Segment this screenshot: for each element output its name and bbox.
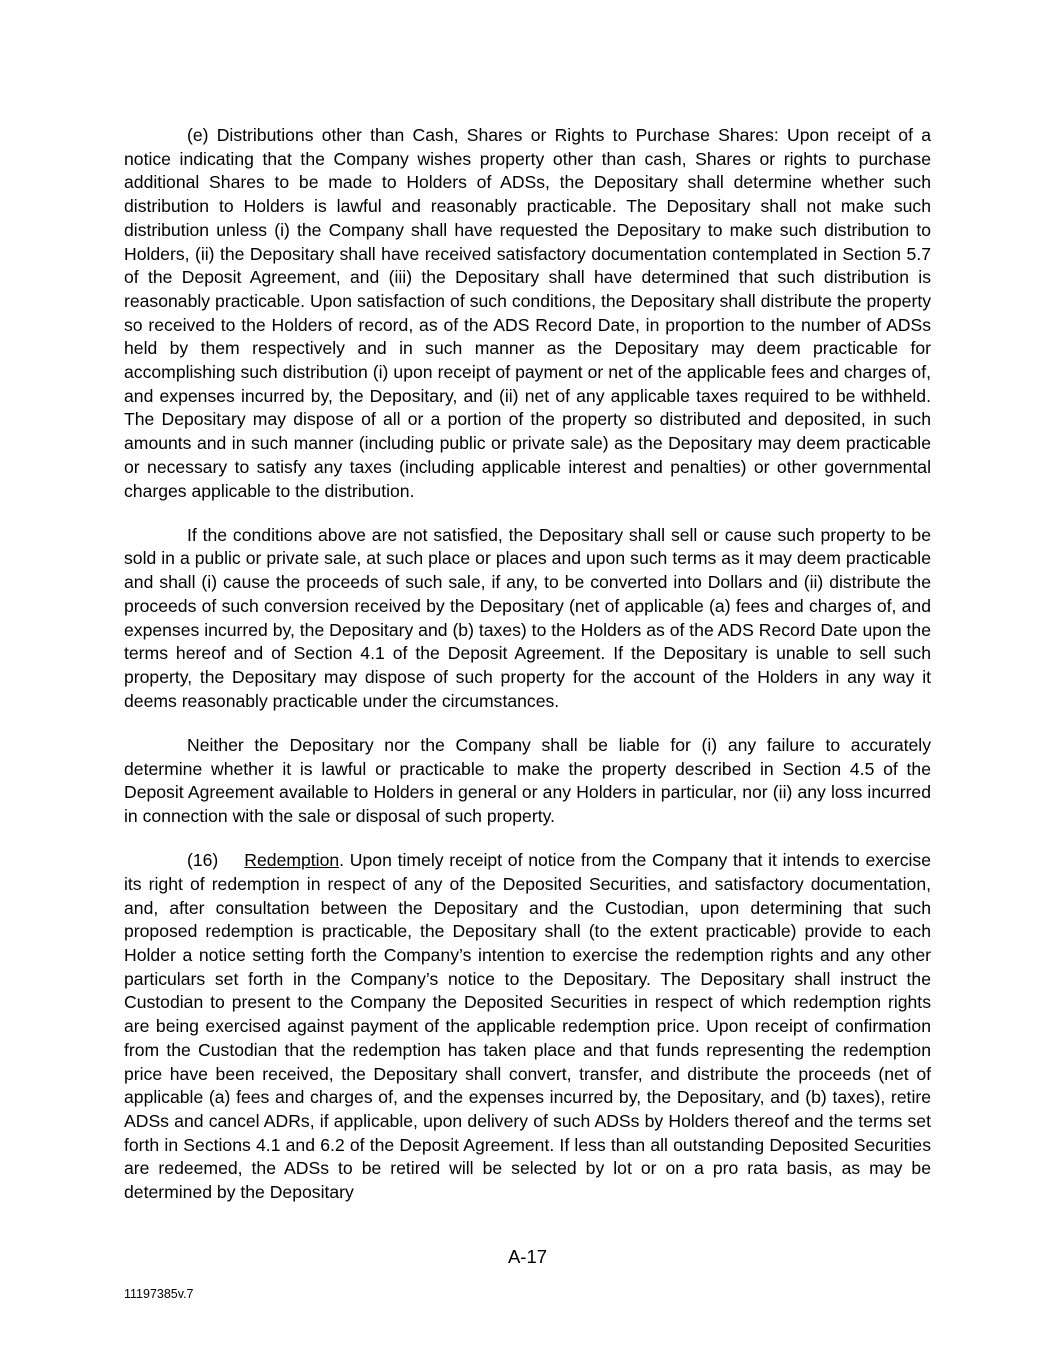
section-number: (16) (187, 850, 219, 871)
section-text-redemption: . Upon timely receipt of notice from the Company that it intends to exercise its right of redemption in respect of any of the Deposited Securities, and satisfactory documentation, and, after consultation between the Depositary and the Custodian, upon determining that such proposed redemption is practicable, the Depositary shall (to the extent practicable) provide to each Holder a notice setting forth the Company’s intention to exercise the redemption rights and any other particulars set forth in the Company’s notice to the Depositary. The Depositary shall instruct the Custodian to present to the Company the Deposited Securities in respect of which redemption rights are being exercised against payment of the applicable redemption price. Upon receipt of confirmation from the Custodian that the redemption has taken place and that funds representing the redemption price have been received, the Depositary shall convert, transfer, and distribute the proceeds (net of applicable (a) fees and charges of, and the expenses incurred by, the Depositary, and (b) taxes), retire ADSs and cancel ADRs, if applicable, upon delivery of such ADSs by Holders thereof and the terms set forth in Sections 4.1 and 6.2 of the Deposit Agreement. If less than all outstanding Deposited Securities are redeemed, the ADSs to be retired will be selected by lot or on a pro rata basis, as may be determined by the Depositary (124, 850, 931, 1203)
paragraph-distributions-other-than-cash: (e) Distributions other than Cash, Shares or Rights to Purchase Shares: Upon receipt of a notice indicating that the Company wishes property other than cash, Shares or rights to purchase additional Shares to be made to Holders of ADSs, the Depositary shall determine whether such distribution to Holders is lawful and reasonably practicable. The Depositary shall not make such distribution unless (i) the Company shall have requested the Depositary to make such distribution to Holders, (ii) the Depositary shall have received satisfactory documentation contemplated in Section 5.7 of the Deposit Agreement, and (iii) the Depositary shall have determined that such distribution is reasonably practicable. Upon satisfaction of such conditions, the Depositary shall distribute the property so received to the Holders of record, as of the ADS Record Date, in proportion to the number of ADSs held by them respectively and in such manner as the Depositary may deem practicable for accomplishing such distribution (i) upon receipt of payment or net of the applicable fees and charges of, and expenses incurred by, the Depositary, and (ii) net of any applicable taxes required to be withheld. The Depositary may dispose of all or a portion of the property so distributed and deposited, in such amounts and in such manner (including public or private sale) as the Depositary may deem practicable or necessary to satisfy any taxes (including applicable interest and penalties) or other governmental charges applicable to the distribution. (124, 125, 931, 501)
paragraph-redemption (124, 849, 931, 1205)
paragraph-liability-disclaimer: Neither the Depositary nor the Company shall be liable for (i) any failure to accurately determine whether it is lawful or practicable to make the property described in Section 4.5 of the Deposit Agreement available to Holders in general or any Holders in particular, nor (ii) any loss incurred in connection with the sale or disposal of such property. (124, 734, 931, 826)
page-number: A-17 (507, 1246, 548, 1267)
section-heading-redemption: Redemption (244, 850, 340, 871)
document-body (124, 124, 931, 1205)
paragraph-conditions-not-satisfied: If the conditions above are not satisfied, the Depositary shall sell or cause such property to be sold in a public or private sale, at such place or places and upon such terms as it may deem practicable and shall (i) cause the proceeds of such sale, if any, to be converted into Dollars and (ii) distribute the proceeds of such conversion received by the Depositary (net of applicable (a) fees and charges of, and expenses incurred by, the Depositary and (b) taxes) to the Holders as of the ADS Record Date upon the terms hereof and of Section 4.1 of the Deposit Agreement. If the Depositary is unable to sell such property, the Depositary may dispose of such property for the account of the Holders in any way it deems reasonably practicable under the circumstances. (124, 524, 931, 711)
document-id: 11197385v.7 (124, 1287, 194, 1301)
